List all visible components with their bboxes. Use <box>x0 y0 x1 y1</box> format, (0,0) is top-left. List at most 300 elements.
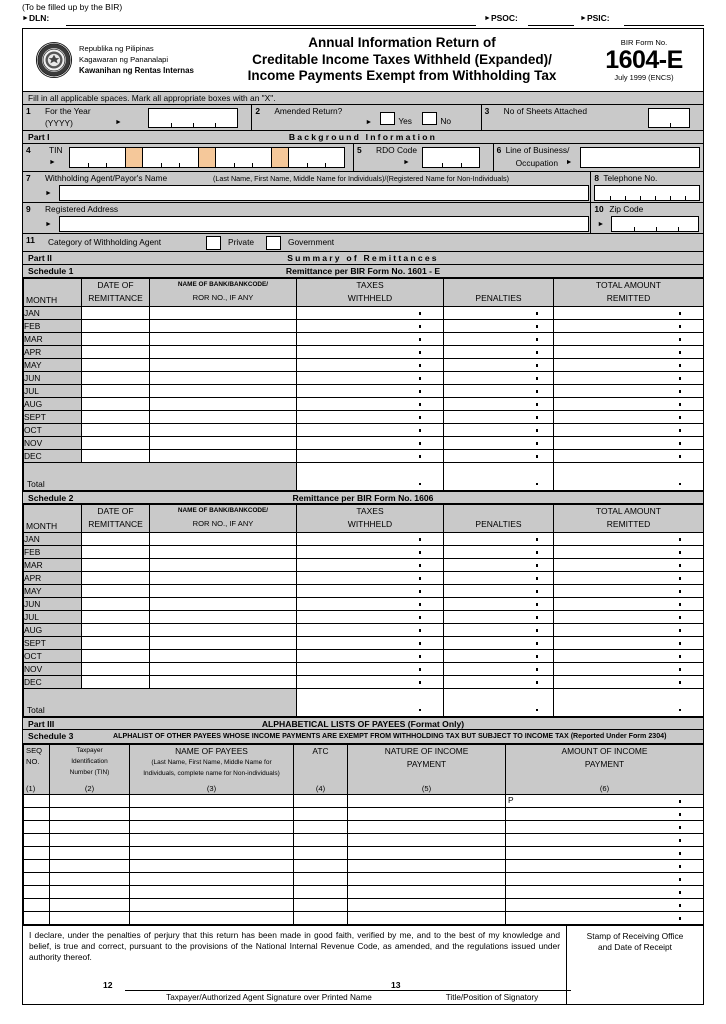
cell-bank-name[interactable] <box>150 546 297 559</box>
cell-taxes-withheld[interactable] <box>297 333 444 346</box>
psoc-field[interactable] <box>484 8 518 26</box>
cell-taxes-withheld[interactable] <box>297 559 444 572</box>
cell-taxes-withheld[interactable] <box>297 546 444 559</box>
col-name-num: (3) <box>206 784 217 793</box>
cell-penalties[interactable] <box>444 598 554 611</box>
cell-payee-tin[interactable] <box>50 860 130 873</box>
dln-field[interactable] <box>22 8 49 26</box>
cell-payee-name[interactable] <box>130 886 294 899</box>
field-line-of-business[interactable] <box>494 144 703 171</box>
cell-amount-of-income[interactable] <box>506 912 704 925</box>
cell-total-remitted[interactable] <box>554 611 704 624</box>
cell-taxes-withheld[interactable] <box>297 450 444 463</box>
cell-taxes-withheld[interactable] <box>297 533 444 546</box>
cell-date-remittance[interactable] <box>82 333 150 346</box>
cell-taxes-withheld[interactable] <box>297 624 444 637</box>
cell-bank-name[interactable] <box>150 307 297 320</box>
cell-seq-no[interactable] <box>24 821 50 834</box>
cell-total-remitted[interactable] <box>554 533 704 546</box>
cell-penalties[interactable] <box>444 650 554 663</box>
cell-date-remittance[interactable] <box>82 533 150 546</box>
cell-taxes-withheld[interactable] <box>297 598 444 611</box>
cell-total-remitted[interactable] <box>554 689 704 717</box>
cell-total-remitted[interactable] <box>554 650 704 663</box>
cell-penalties[interactable] <box>444 450 554 463</box>
cell-date-remittance[interactable] <box>82 624 150 637</box>
decimal-dot <box>679 852 682 855</box>
col-date-1: DATE OF <box>97 280 134 290</box>
cell-penalties[interactable] <box>444 546 554 559</box>
cell-bank-name[interactable] <box>150 598 297 611</box>
cell-taxes-withheld[interactable] <box>297 398 444 411</box>
part-3-title: ALPHABETICAL LISTS OF PAYEES (Format Only) <box>261 719 465 729</box>
cell-penalties[interactable] <box>444 424 554 437</box>
arrow-icon: ► <box>22 15 29 22</box>
cell-total-remitted[interactable] <box>554 463 704 491</box>
arrow-icon: ► <box>565 159 573 166</box>
cell-date-remittance[interactable] <box>82 572 150 585</box>
decimal-dot <box>679 629 682 632</box>
cell-atc[interactable] <box>294 808 348 821</box>
cell-penalties[interactable] <box>444 411 554 424</box>
cell-total-remitted[interactable] <box>554 637 704 650</box>
cell-payee-name[interactable] <box>130 808 294 821</box>
cell-bank-name[interactable] <box>150 624 297 637</box>
cell-date-remittance[interactable] <box>82 663 150 676</box>
field-for-the-year[interactable] <box>23 105 252 130</box>
cell-amount-of-income[interactable] <box>506 795 704 808</box>
cell-penalties[interactable] <box>444 372 554 385</box>
cell-penalties[interactable] <box>444 624 554 637</box>
field-tin[interactable] <box>23 144 354 171</box>
field-registered-address[interactable] <box>23 203 591 233</box>
cell-amount-of-income[interactable] <box>506 834 704 847</box>
col-month: MONTH <box>26 295 58 305</box>
label-occupation: Occupation <box>515 158 558 168</box>
cell-seq-no[interactable] <box>24 899 50 912</box>
cell-atc[interactable] <box>294 795 348 808</box>
cell-date-remittance[interactable] <box>82 411 150 424</box>
input-tin-part-2[interactable] <box>142 147 199 168</box>
psoc-label: PSOC: <box>490 13 518 23</box>
cell-bank-name[interactable] <box>150 585 297 598</box>
cell-date-remittance[interactable] <box>82 372 150 385</box>
col-date-1: DATE OF <box>97 506 134 516</box>
cell-penalties[interactable] <box>444 333 554 346</box>
schedule-3-table <box>23 744 704 925</box>
bir-seal-icon <box>35 41 73 79</box>
cell-payee-tin[interactable] <box>50 808 130 821</box>
schedule3-column-header-row <box>24 745 704 795</box>
cell-nature-of-income[interactable] <box>348 795 506 808</box>
cell-penalties[interactable] <box>444 320 554 333</box>
input-zip-code[interactable] <box>611 216 699 232</box>
cell-total-remitted[interactable] <box>554 559 704 572</box>
cell-penalties[interactable] <box>444 307 554 320</box>
item-number-8: 8 <box>594 173 599 183</box>
cell-atc[interactable] <box>294 834 348 847</box>
cell-taxes-withheld[interactable] <box>297 663 444 676</box>
cell-bank-name[interactable] <box>150 398 297 411</box>
checkbox-amended-yes[interactable] <box>380 112 395 125</box>
cell-taxes-withheld[interactable] <box>297 372 444 385</box>
cell-taxes-withheld[interactable] <box>297 346 444 359</box>
decimal-dot <box>419 603 422 606</box>
cell-bank-name[interactable] <box>150 411 297 424</box>
input-telephone[interactable] <box>594 185 700 201</box>
cell-payee-tin[interactable] <box>50 834 130 847</box>
month-label-jul: JUL <box>24 385 82 398</box>
dln-psoc-psic-row <box>22 13 704 26</box>
cell-total-remitted[interactable] <box>554 585 704 598</box>
cell-total-remitted[interactable] <box>554 424 704 437</box>
cell-total-remitted[interactable] <box>554 624 704 637</box>
cell-bank-name[interactable] <box>150 372 297 385</box>
cell-bank-name[interactable] <box>150 424 297 437</box>
decimal-dot <box>419 590 422 593</box>
cell-payee-tin[interactable] <box>50 886 130 899</box>
part-2-header <box>23 252 703 265</box>
cell-date-remittance[interactable] <box>82 650 150 663</box>
cell-penalties[interactable] <box>444 437 554 450</box>
decimal-dot <box>419 709 422 712</box>
cell-bank-name[interactable] <box>150 333 297 346</box>
cell-taxes-withheld[interactable] <box>297 320 444 333</box>
decimal-dot <box>536 351 539 354</box>
cell-bank-name[interactable] <box>150 611 297 624</box>
label-registered-address: Registered Address <box>45 204 119 214</box>
cell-penalties[interactable] <box>444 572 554 585</box>
cell-bank-name[interactable] <box>150 359 297 372</box>
agency-line-2: Kagawaran ng Pananalapi <box>79 55 169 65</box>
cell-total-remitted[interactable] <box>554 333 704 346</box>
decimal-dot <box>536 551 539 554</box>
table-row <box>24 346 704 359</box>
table-row <box>24 637 704 650</box>
table-row <box>24 663 704 676</box>
cell-amount-of-income[interactable] <box>506 808 704 821</box>
decimal-dot <box>679 577 682 580</box>
decimal-dot <box>419 551 422 554</box>
month-label-mar: MAR <box>24 333 82 346</box>
cell-date-remittance[interactable] <box>82 437 150 450</box>
col-seq-2: NO. <box>26 757 40 766</box>
cell-total-remitted[interactable] <box>554 546 704 559</box>
cell-total-remitted[interactable] <box>554 572 704 585</box>
cell-date-remittance[interactable] <box>82 546 150 559</box>
col-nature-num: (5) <box>421 784 432 793</box>
cell-payee-tin[interactable] <box>50 847 130 860</box>
cell-bank-name[interactable] <box>150 450 297 463</box>
cell-taxes-withheld[interactable] <box>297 572 444 585</box>
cell-bank-name[interactable] <box>150 650 297 663</box>
cell-nature-of-income[interactable] <box>348 834 506 847</box>
cell-total-penalties[interactable] <box>444 689 554 717</box>
schedule-1-label: Schedule 1 <box>28 266 74 276</box>
cell-payee-name[interactable] <box>130 834 294 847</box>
declaration-section <box>23 925 703 1004</box>
cell-penalties[interactable] <box>444 385 554 398</box>
cell-taxes-withheld[interactable] <box>297 359 444 372</box>
table-row <box>24 333 704 346</box>
decimal-dot <box>679 377 682 380</box>
cell-taxes-withheld[interactable] <box>297 424 444 437</box>
cell-payee-name[interactable] <box>130 847 294 860</box>
cell-total-remitted[interactable] <box>554 437 704 450</box>
cell-taxes-withheld[interactable] <box>297 385 444 398</box>
decimal-dot <box>536 538 539 541</box>
field-agent-name[interactable] <box>23 172 591 202</box>
col-bank-1: NAME OF BANK/BANKCODE/ <box>177 281 269 288</box>
cell-bank-name[interactable] <box>150 663 297 676</box>
cell-penalties[interactable] <box>444 611 554 624</box>
cell-total-taxes-withheld[interactable] <box>297 463 444 491</box>
input-tin-part-1[interactable] <box>69 147 126 168</box>
cell-date-remittance[interactable] <box>82 676 150 689</box>
decimal-dot <box>536 709 539 712</box>
cell-payee-name[interactable] <box>130 821 294 834</box>
decimal-dot <box>679 538 682 541</box>
cell-bank-name[interactable] <box>150 346 297 359</box>
item-number-2: 2 <box>255 106 260 116</box>
cell-atc[interactable] <box>294 886 348 899</box>
cell-seq-no[interactable] <box>24 808 50 821</box>
cell-penalties[interactable] <box>444 398 554 411</box>
signature-line-13[interactable] <box>413 990 571 991</box>
cell-penalties[interactable] <box>444 346 554 359</box>
cell-bank-name[interactable] <box>150 385 297 398</box>
cell-atc[interactable] <box>294 821 348 834</box>
cell-atc[interactable] <box>294 847 348 860</box>
decimal-dot <box>419 429 422 432</box>
cell-nature-of-income[interactable] <box>348 860 506 873</box>
cell-nature-of-income[interactable] <box>348 873 506 886</box>
schedule-1-rows <box>24 307 704 491</box>
schedule-2-title: Remittance per BIR Form No. 1606 <box>292 493 434 503</box>
cell-penalties[interactable] <box>444 676 554 689</box>
cell-total-remitted[interactable] <box>554 359 704 372</box>
table-row <box>24 821 704 834</box>
cell-seq-no[interactable] <box>24 886 50 899</box>
checkbox-category-government[interactable] <box>266 236 281 250</box>
cell-amount-of-income[interactable] <box>506 847 704 860</box>
cell-seq-no[interactable] <box>24 847 50 860</box>
cell-payee-name[interactable] <box>130 899 294 912</box>
cell-nature-of-income[interactable] <box>348 808 506 821</box>
cell-bank-name[interactable] <box>150 437 297 450</box>
cell-date-remittance[interactable] <box>82 585 150 598</box>
cell-amount-of-income[interactable] <box>506 886 704 899</box>
cell-payee-tin[interactable] <box>50 912 130 925</box>
cell-taxes-withheld[interactable] <box>297 437 444 450</box>
cell-taxes-withheld[interactable] <box>297 676 444 689</box>
field-rdo-code[interactable] <box>354 144 494 171</box>
cell-bank-name[interactable] <box>150 320 297 333</box>
cell-total-remitted[interactable] <box>554 676 704 689</box>
cell-date-remittance[interactable] <box>82 424 150 437</box>
cell-date-remittance[interactable] <box>82 450 150 463</box>
decimal-dot <box>536 442 539 445</box>
schedule-2-rows <box>24 533 704 717</box>
cell-total-remitted[interactable] <box>554 307 704 320</box>
table-row <box>24 398 704 411</box>
total-row <box>24 463 704 491</box>
cell-penalties[interactable] <box>444 533 554 546</box>
cell-nature-of-income[interactable] <box>348 899 506 912</box>
tick-marks <box>216 148 271 167</box>
cell-payee-tin[interactable] <box>50 873 130 886</box>
cell-date-remittance[interactable] <box>82 307 150 320</box>
cell-payee-name[interactable] <box>130 795 294 808</box>
arrow-icon: ► <box>49 159 56 166</box>
cell-total-remitted[interactable] <box>554 398 704 411</box>
cell-payee-name[interactable] <box>130 873 294 886</box>
cell-bank-name[interactable] <box>150 637 297 650</box>
cell-atc[interactable] <box>294 899 348 912</box>
cell-total-taxes-withheld[interactable] <box>297 689 444 717</box>
cell-taxes-withheld[interactable] <box>297 411 444 424</box>
input-sheets-attached[interactable] <box>648 108 690 128</box>
cell-amount-of-income[interactable] <box>506 860 704 873</box>
input-rdo-code[interactable] <box>422 147 480 168</box>
cell-seq-no[interactable] <box>24 834 50 847</box>
decimal-dot <box>679 709 682 712</box>
agency-name-block <box>79 43 211 76</box>
schedule-3-label: Schedule 3 <box>28 731 74 741</box>
cell-bank-name[interactable] <box>150 676 297 689</box>
cell-nature-of-income[interactable] <box>348 847 506 860</box>
cell-payee-tin[interactable] <box>50 795 130 808</box>
psic-field[interactable] <box>580 8 610 26</box>
cell-total-remitted[interactable] <box>554 411 704 424</box>
cell-seq-no[interactable] <box>24 795 50 808</box>
label-year-format: (YYYY) <box>45 118 73 128</box>
cell-seq-no[interactable] <box>24 912 50 925</box>
cell-seq-no[interactable] <box>24 860 50 873</box>
cell-payee-name[interactable] <box>130 860 294 873</box>
table-row <box>24 650 704 663</box>
cell-date-remittance[interactable] <box>82 346 150 359</box>
label-agent-name: Withholding Agent/Payor's Name <box>45 173 168 183</box>
form-body <box>22 28 704 1005</box>
cell-date-remittance[interactable] <box>82 398 150 411</box>
cell-nature-of-income[interactable] <box>348 886 506 899</box>
schedule-3-title: ALPHALIST OF OTHER PAYEES WHOSE INCOME PAYMENTS ARE EXEMPT FROM WITHHOLDING TAX BUT SUBJECT TO INCOME TAX (Reported Under Form 2304) <box>113 731 667 740</box>
cell-taxes-withheld[interactable] <box>297 611 444 624</box>
field-sheets-attached[interactable] <box>482 105 703 130</box>
checkbox-category-private[interactable] <box>206 236 221 250</box>
cell-payee-name[interactable] <box>130 912 294 925</box>
signature-line-12[interactable] <box>125 990 413 991</box>
cell-date-remittance[interactable] <box>82 359 150 372</box>
decimal-dot <box>419 325 422 328</box>
cell-date-remittance[interactable] <box>82 598 150 611</box>
cell-penalties[interactable] <box>444 559 554 572</box>
input-line-of-business[interactable] <box>580 147 700 168</box>
cell-date-remittance[interactable] <box>82 611 150 624</box>
input-tin-part-3[interactable] <box>215 147 272 168</box>
cell-date-remittance[interactable] <box>82 637 150 650</box>
label-amended-return: Amended Return? <box>274 106 343 116</box>
cell-atc[interactable] <box>294 860 348 873</box>
cell-penalties[interactable] <box>444 585 554 598</box>
cell-bank-name[interactable] <box>150 559 297 572</box>
arrow-icon: ► <box>403 159 410 166</box>
cell-date-remittance[interactable] <box>82 320 150 333</box>
cell-date-remittance[interactable] <box>82 559 150 572</box>
cell-nature-of-income[interactable] <box>348 821 506 834</box>
cell-atc[interactable] <box>294 873 348 886</box>
cell-total-remitted[interactable] <box>554 346 704 359</box>
cell-atc[interactable] <box>294 912 348 925</box>
cell-nature-of-income[interactable] <box>348 912 506 925</box>
col-amount-num: (6) <box>599 784 610 793</box>
arrow-icon: ► <box>484 15 491 22</box>
input-registered-address[interactable] <box>59 216 589 232</box>
cell-total-remitted[interactable] <box>554 320 704 333</box>
cell-total-remitted[interactable] <box>554 385 704 398</box>
cell-total-remitted[interactable] <box>554 450 704 463</box>
cell-amount-of-income[interactable] <box>506 873 704 886</box>
decimal-dot <box>679 681 682 684</box>
label-sheets-attached: No of Sheets Attached <box>503 106 587 116</box>
cell-payee-tin[interactable] <box>50 821 130 834</box>
row-agent-name-telephone <box>23 172 703 203</box>
month-label-oct: OCT <box>24 424 82 437</box>
col-name-3: Individuals, complete name for Non-individuals) <box>143 770 280 777</box>
input-for-the-year[interactable] <box>148 108 238 128</box>
field-category-of-agent[interactable] <box>23 234 703 251</box>
cell-total-penalties[interactable] <box>444 463 554 491</box>
field-amended-return[interactable] <box>252 105 481 130</box>
tick-marks <box>149 109 237 127</box>
decimal-dot <box>536 312 539 315</box>
table-row <box>24 912 704 925</box>
cell-total-remitted[interactable] <box>554 663 704 676</box>
cell-taxes-withheld[interactable] <box>297 585 444 598</box>
checkbox-amended-no[interactable] <box>422 112 437 125</box>
col-tin-3: Number (TIN) <box>69 769 110 776</box>
input-tin-part-4[interactable] <box>288 147 345 168</box>
cell-taxes-withheld[interactable] <box>297 307 444 320</box>
cell-taxes-withheld[interactable] <box>297 650 444 663</box>
cell-penalties[interactable] <box>444 663 554 676</box>
cell-taxes-withheld[interactable] <box>297 637 444 650</box>
cell-total-remitted[interactable] <box>554 372 704 385</box>
cell-date-remittance[interactable] <box>82 385 150 398</box>
cell-payee-tin[interactable] <box>50 899 130 912</box>
field-telephone[interactable] <box>591 172 703 202</box>
month-label-may: MAY <box>24 359 82 372</box>
cell-amount-of-income[interactable] <box>506 821 704 834</box>
item-number-12: 12 <box>103 980 113 990</box>
cell-total-remitted[interactable] <box>554 598 704 611</box>
decimal-dot <box>419 655 422 658</box>
cell-amount-of-income[interactable] <box>506 899 704 912</box>
cell-bank-name[interactable] <box>150 572 297 585</box>
decimal-dot <box>679 603 682 606</box>
field-zip-code[interactable] <box>591 203 703 233</box>
dln-rule <box>66 25 476 26</box>
cell-bank-name[interactable] <box>150 533 297 546</box>
col-atc: ATC <box>312 746 329 756</box>
cell-penalties[interactable] <box>444 359 554 372</box>
cell-penalties[interactable] <box>444 637 554 650</box>
input-agent-name[interactable] <box>59 185 589 201</box>
cell-seq-no[interactable] <box>24 873 50 886</box>
arrow-icon: ► <box>115 119 122 126</box>
schedule-2-table <box>23 504 704 717</box>
